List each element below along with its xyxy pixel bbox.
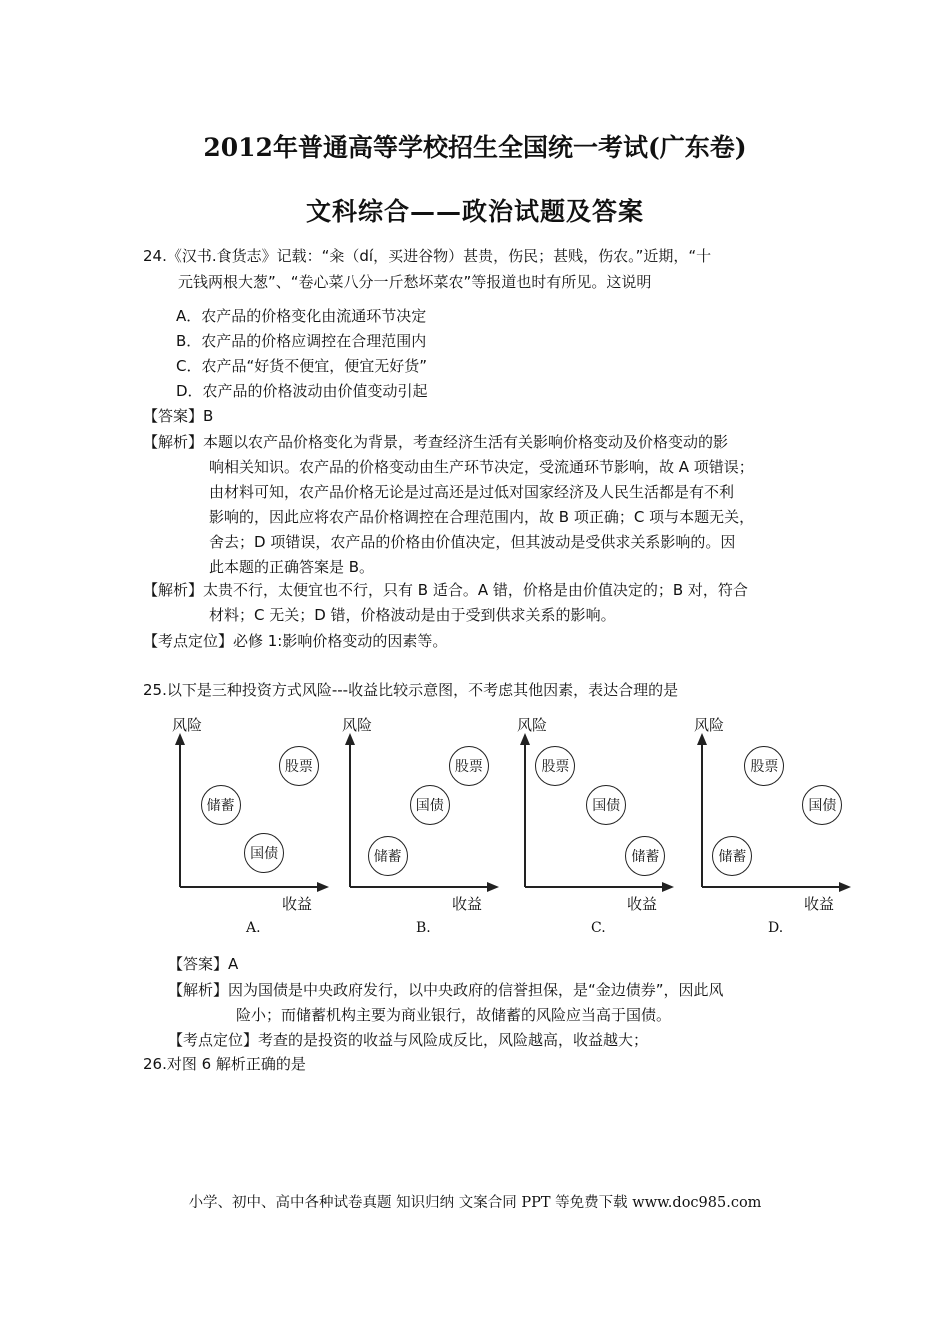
- x-axis-label: 收益: [627, 895, 658, 913]
- chart-axes: [320, 712, 500, 912]
- q25-knowledge-point: 【考点定位】考查的是投资的收益与风险成反比，风险越高，收益越大；: [168, 1031, 649, 1049]
- investment-bubble: 国债: [244, 833, 284, 873]
- q24-explanation2-line2: 材料；C 无关；D 错，价格波动是由于受到供求关系的影响。: [209, 606, 616, 624]
- q24-explanation1-line3: 由材料可知，农产品价格无论是过高还是过低对国家经济及人民生活都是有不利: [209, 483, 735, 501]
- chart-option-label: C.: [591, 920, 606, 936]
- chart-option-label: A.: [246, 920, 261, 936]
- investment-bubble: 国债: [586, 785, 626, 825]
- investment-bubble: 储蓄: [712, 836, 752, 876]
- q25-stem: 25.以下是三种投资方式风险---收益比较示意图，不考虑其他因素，表达合理的是: [143, 681, 679, 699]
- chart-a: [150, 712, 328, 942]
- y-axis-label: 风险: [172, 716, 203, 734]
- q24-option-b: B．农产品的价格应调控在合理范围内: [176, 332, 427, 350]
- chart-option-label: D.: [768, 920, 784, 936]
- investment-bubble: 国债: [802, 785, 842, 825]
- q24-option-d: D．农产品的价格波动由价值变动引起: [176, 382, 428, 400]
- investment-bubble: 国债: [410, 785, 450, 825]
- page-title: 2012年普通高等学校招生全国统一考试(广东卷): [203, 133, 747, 162]
- q26-stem: 26.对图 6 解析正确的是: [143, 1055, 306, 1073]
- x-axis-arrow: [839, 882, 851, 892]
- x-axis-label: 收益: [804, 895, 835, 913]
- q24-option-a: A．农产品的价格变化由流通环节决定: [176, 307, 427, 325]
- chart-d: [672, 712, 850, 942]
- q24-explanation2-line1: 【解析】太贵不行，太便宜也不行，只有 B 适合。A 错，价格是由价值决定的；B 对，符合: [143, 581, 748, 599]
- investment-bubble: 股票: [279, 746, 319, 786]
- page-footer: 小学、初中、高中各种试卷真题 知识归纳 文案合同 PPT 等免费下载 www.doc985.com: [188, 1195, 762, 1211]
- q24-stem-line1: 24.《汉书.食货志》记载：“籴（dí，买进谷物）甚贵，伤民；甚贱，伤农。”近期，“十: [143, 247, 712, 265]
- q24-knowledge-point: 【考点定位】必修 1:影响价格变动的因素等。: [143, 632, 448, 650]
- chart-option-label: B.: [416, 920, 431, 936]
- q24-explanation1-line4: 影响的，因此应将农产品价格调控在合理范围内，故 B 项正确；C 项与本题无关，: [209, 508, 755, 526]
- chart-axes: [495, 712, 675, 912]
- q24-option-c: C．农产品“好货不便宜，便宜无好货”: [176, 357, 428, 375]
- y-axis-label: 风险: [517, 716, 548, 734]
- investment-bubble: 储蓄: [201, 785, 241, 825]
- risk-return-charts: [150, 712, 870, 942]
- q25-explanation-line2: 险小；而储蓄机构主要为商业银行，故储蓄的风险应当高于国债。: [236, 1006, 672, 1024]
- investment-bubble: 储蓄: [368, 836, 408, 876]
- q25-answer: 【答案】A: [168, 955, 239, 973]
- y-axis-label: 风险: [342, 716, 373, 734]
- q24-answer: 【答案】B: [143, 407, 214, 425]
- investment-bubble: 股票: [449, 746, 489, 786]
- q25-explanation-line1: 【解析】因为国债是中央政府发行，以中央政府的信誉担保，是“金边债券”，因此风: [168, 981, 724, 999]
- q24-explanation1-line6: 此本题的正确答案是 B。: [209, 558, 375, 576]
- x-axis-label: 收益: [282, 895, 313, 913]
- chart-c: [495, 712, 673, 942]
- investment-bubble: 股票: [535, 746, 575, 786]
- investment-bubble: 股票: [744, 746, 784, 786]
- chart-axes: [150, 712, 330, 912]
- investment-bubble: 储蓄: [625, 836, 665, 876]
- q24-explanation1-line1: 【解析】本题以农产品价格变化为背景，考查经济生活有关影响价格变动及价格变动的影: [143, 433, 729, 451]
- page-subtitle: 文科综合——政治试题及答案: [305, 197, 644, 226]
- q24-explanation1-line2: 响相关知识。农产品的价格变动由生产环节决定，受流通环节影响，故 A 项错误；: [209, 458, 754, 476]
- x-axis-label: 收益: [452, 895, 483, 913]
- chart-b: [320, 712, 498, 942]
- q24-explanation1-line5: 舍去；D 项错误，农产品的价格由价值决定，但其波动是受供求关系影响的。因: [209, 533, 736, 551]
- q24-stem-line2: 元钱两根大葱”、“卷心菜八分一斤愁坏菜农”等报道也时有所见。这说明: [178, 273, 652, 291]
- y-axis-label: 风险: [694, 716, 725, 734]
